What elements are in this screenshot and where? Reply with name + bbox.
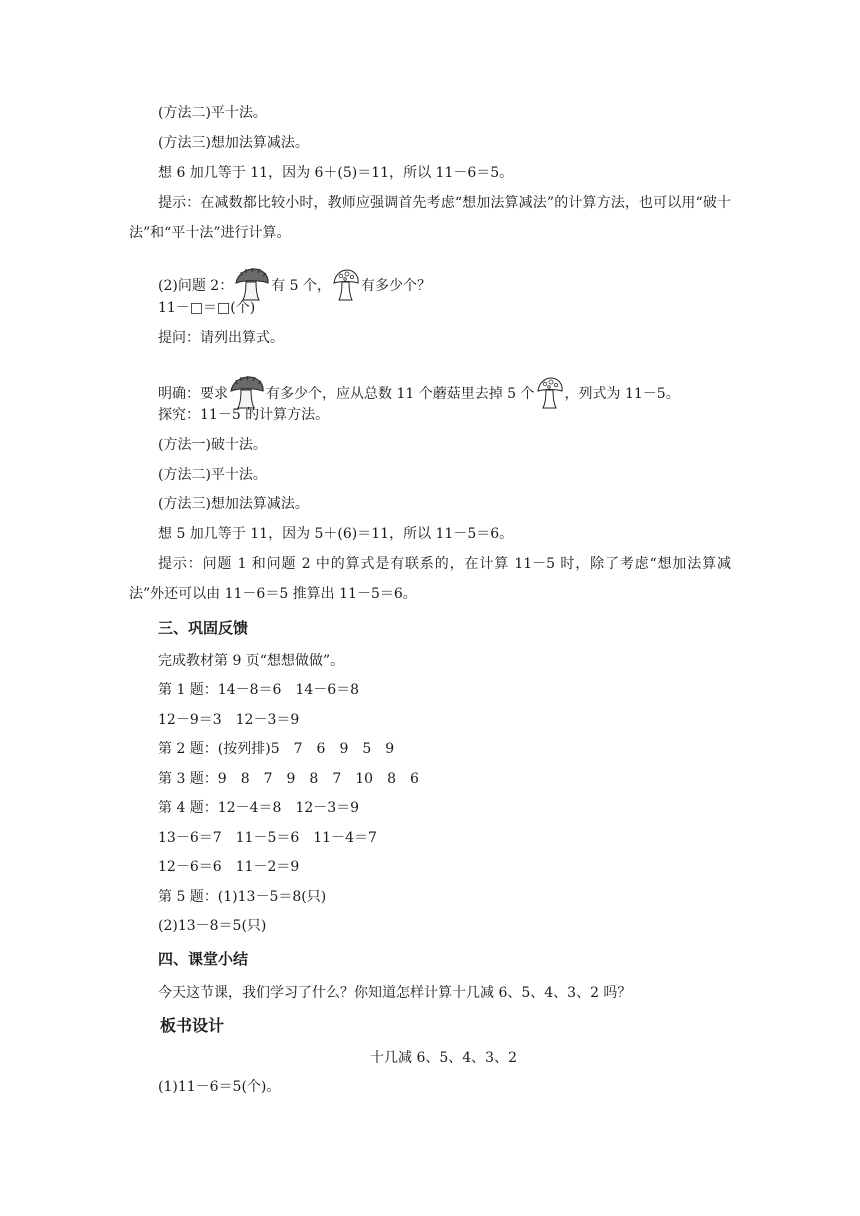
method-2-line: (方法二)平十法。 (158, 105, 267, 121)
think-5-line: 想 5 加几等于 11，因为 5＋(6)＝11，所以 11－5＝6。 (158, 526, 514, 542)
summary-line: 今天这节课，我们学习了什么？你知道怎样计算十几减 6、5、4、3、2 吗？ (158, 985, 632, 1001)
finish-line: 完成教材第 9 页“想想做做”。 (158, 653, 345, 669)
exercise-4c: 12－6＝6 11－2＝9 (158, 859, 300, 875)
exercise-1b: 12－9＝3 12－3＝9 (158, 712, 300, 728)
board-title: 十几减 6、5、4、3、2 (370, 1050, 517, 1066)
exercise-5b: (2)13－8＝5(只) (158, 918, 267, 934)
clarify-prefix: 明确：要求 (158, 386, 228, 402)
question-2-ask: 有多少个？ (361, 278, 432, 294)
clarify-suffix: ，列式为 11－5。 (564, 386, 680, 402)
exercise-2: 第 2 题：(按列排)5 7 6 9 5 9 (158, 741, 395, 757)
tip-paragraph-2: 提示：问题 1 和问题 2 中的算式是有联系的，在计算 11－5 时，除了考虑“想加法算减法”外还可以由 11－6＝5 推算出 11－5＝6。 (129, 556, 731, 602)
section-3-heading: 三、巩固反馈 (158, 619, 249, 637)
tip-paragraph-1: 提示：在减数都比较小时，教师应强调首先考虑“想加法算减法”的计算方法，也可以用“破十法”和“平十法”进行计算。 (129, 195, 731, 241)
explore-line: 探究：11－5 的计算方法。 (158, 407, 330, 423)
equation-box-line: 11－□＝□(个) (158, 300, 256, 316)
spotted-mushroom-icon (536, 376, 564, 416)
spotted-mushroom-icon (332, 268, 360, 308)
question-2-prefix: (2)问题 2： (158, 278, 234, 294)
think-6-line: 想 6 加几等于 11，因为 6＋(5)＝11，所以 11－6＝5。 (158, 165, 514, 181)
method-3-line-b: (方法三)想加法算减法。 (158, 496, 309, 512)
exercise-1a: 第 1 题：14－8＝6 14－6＝8 (158, 682, 360, 698)
question-2-count: 有 5 个， (271, 278, 332, 294)
exercise-4b: 13－6＝7 11－5＝6 11－4＝7 (158, 830, 377, 846)
ask-line: 提问：请列出算式。 (158, 330, 284, 346)
board-equation: (1)11－6＝5(个)。 (158, 1079, 281, 1095)
exercise-5a: 第 5 题：(1)13－5＝8(只) (158, 889, 327, 905)
board-design-heading: 板书设计 (160, 1016, 225, 1035)
method-1-line: (方法一)破十法。 (158, 437, 267, 453)
section-4-heading: 四、课堂小结 (158, 950, 249, 968)
clarify-middle: 有多少个，应从总数 11 个蘑菇里去掉 5 个 (266, 386, 535, 402)
method-2-line-b: (方法二)平十法。 (158, 467, 267, 483)
exercise-4a: 第 4 题：12－4＝8 12－3＝9 (158, 800, 360, 816)
exercise-3: 第 3 题：9 8 7 9 8 7 10 8 6 (158, 771, 419, 787)
method-3-line: (方法三)想加法算减法。 (158, 135, 309, 151)
